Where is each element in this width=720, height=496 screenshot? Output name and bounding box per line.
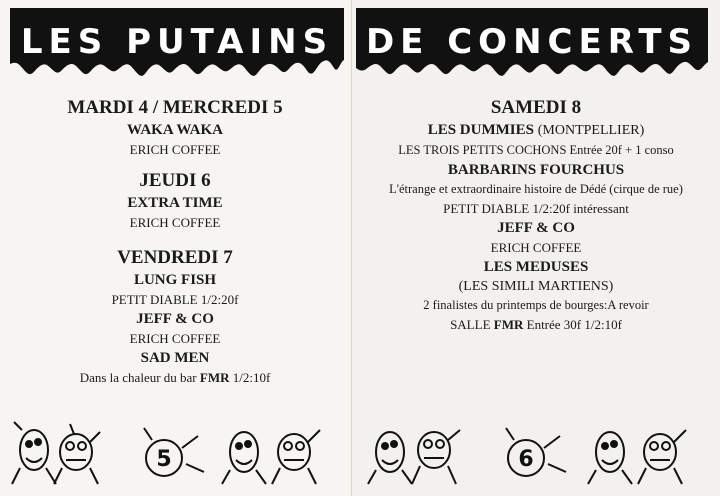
cartoon-strip-left bbox=[4, 418, 348, 490]
band-extra-time: EXTRA TIME bbox=[127, 195, 223, 211]
show-description: L'étrange et extraordinaire histoire de Dédé (cirque de rue) bbox=[389, 182, 683, 196]
cartoon-characters-illustration bbox=[360, 418, 716, 490]
strip-number-right: 6 bbox=[518, 447, 534, 472]
right-banner bbox=[356, 8, 708, 82]
venue-name-bold: FMR bbox=[199, 370, 230, 385]
band-les-meduses: LES MEDUSES bbox=[483, 259, 589, 275]
right-listing bbox=[358, 96, 714, 334]
cartoon-characters-illustration bbox=[4, 418, 348, 490]
day-heading-jeudi: JEUDI 6 bbox=[139, 170, 211, 191]
band-sad-men: SAD MEN bbox=[140, 350, 210, 366]
venue-erich-coffee: ERICH COFFEE bbox=[129, 142, 221, 157]
left-page bbox=[0, 0, 352, 496]
venue-erich-coffee: ERICH COFFEE bbox=[129, 215, 221, 230]
band-jeff-and-co: JEFF & CO bbox=[497, 220, 575, 236]
band-origin: (MONTPELLIER) bbox=[537, 123, 645, 138]
left-listing bbox=[8, 96, 342, 387]
left-banner bbox=[10, 8, 344, 82]
strip-number-left: 5 bbox=[156, 447, 172, 472]
venue-erich-coffee: ERICH COFFEE bbox=[129, 331, 221, 346]
venue-text: Dans la chaleur du bar bbox=[79, 370, 197, 385]
venue-price: Entrée 30f 1/2:10f bbox=[526, 317, 622, 332]
venue-name-bold: FMR bbox=[493, 317, 524, 332]
venue-petit-diable: PETIT DIABLE 1/2:20f intéressant bbox=[443, 201, 629, 216]
venue-erich-coffee: ERICH COFFEE bbox=[490, 240, 582, 255]
band-barbarins-fourchus: BARBARINS FOURCHUS bbox=[447, 162, 625, 178]
banner-title-right: DE CONCERTS bbox=[365, 22, 699, 62]
day-heading-mardi: MARDI 4 / MERCREDI 5 bbox=[67, 97, 283, 118]
band-lung-fish: LUNG FISH bbox=[133, 272, 217, 288]
band-waka-waka: WAKA WAKA bbox=[127, 122, 223, 138]
band-les-dummies bbox=[358, 120, 714, 141]
venue-price: 1/2:10f bbox=[232, 370, 271, 385]
day-heading-samedi: SAMEDI 8 bbox=[490, 97, 582, 118]
right-page bbox=[352, 0, 720, 496]
band-note: 2 finalistes du printemps de bourges:A revoir bbox=[423, 298, 649, 312]
banner-title-left: LES PUTAINS bbox=[20, 22, 334, 62]
cartoon-strip-right bbox=[360, 418, 716, 490]
venue-text: SALLE bbox=[450, 317, 491, 332]
venue-salle-fmr bbox=[358, 315, 714, 334]
band-subtitle: (LES SIMILI MARTIENS) bbox=[458, 279, 614, 294]
venue-trois-petits-cochons: LES TROIS PETITS COCHONS Entrée 20f + 1 conso bbox=[398, 143, 674, 157]
venue-petit-diable: PETIT DIABLE 1/2:20f bbox=[111, 292, 239, 307]
band-jeff-and-co: JEFF & CO bbox=[136, 311, 214, 327]
band-name: LES DUMMIES bbox=[427, 122, 534, 138]
venue-bar-fmr bbox=[8, 368, 342, 387]
day-heading-vendredi: VENDREDI 7 bbox=[117, 247, 233, 268]
